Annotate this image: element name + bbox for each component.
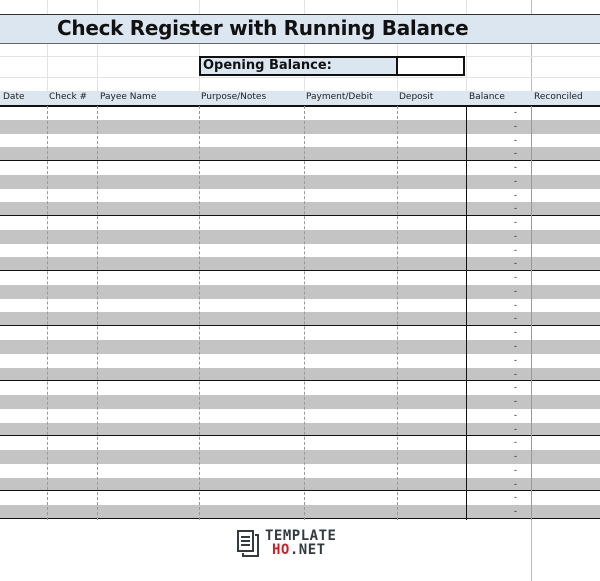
table-row[interactable] (0, 230, 600, 244)
table-row[interactable] (0, 216, 600, 230)
balance-cell: - (514, 272, 517, 283)
balance-cell: - (514, 354, 517, 365)
table-row[interactable] (0, 202, 600, 216)
balance-cell: - (514, 464, 517, 475)
balance-cell: - (514, 203, 517, 214)
templatehq-logo (237, 528, 357, 560)
table-row[interactable] (0, 326, 600, 340)
balance-cell: - (514, 327, 517, 338)
column-header-check-number: Check # (49, 92, 88, 102)
table-row[interactable] (0, 491, 600, 505)
balance-cell: - (514, 423, 517, 434)
balance-cell: - (514, 244, 517, 255)
column-header-payment: Payment/Debit (306, 92, 373, 102)
logo-text-domain (272, 542, 326, 558)
table-row[interactable] (0, 271, 600, 285)
table-row[interactable] (0, 381, 600, 395)
column-header-reconciled: Reconciled (534, 92, 583, 102)
column-divider (531, 106, 532, 520)
column-header-date: Date (3, 92, 25, 102)
table-row[interactable] (0, 257, 600, 271)
balance-cell: - (514, 451, 517, 462)
column-divider (47, 106, 48, 520)
balance-cell: - (514, 120, 517, 131)
balance-cell: - (514, 148, 517, 159)
balance-cell: - (514, 382, 517, 393)
table-row[interactable] (0, 189, 600, 203)
table-row[interactable] (0, 505, 600, 519)
table-row[interactable] (0, 368, 600, 382)
column-divider (97, 106, 98, 520)
table-row[interactable] (0, 464, 600, 478)
table-row[interactable] (0, 409, 600, 423)
opening-balance-box (199, 56, 465, 76)
balance-cell: - (514, 492, 517, 503)
balance-cell: - (514, 230, 517, 241)
column-divider (466, 106, 467, 520)
balance-cell: - (514, 299, 517, 310)
balance-cell: - (514, 162, 517, 173)
table-row[interactable] (0, 134, 600, 148)
table-row[interactable] (0, 147, 600, 161)
balance-cell: - (514, 437, 517, 448)
balance-cell: - (514, 409, 517, 420)
table-row[interactable] (0, 478, 600, 492)
opening-balance-input[interactable] (398, 58, 463, 74)
table-row[interactable] (0, 175, 600, 189)
balance-cell: - (514, 134, 517, 145)
table-row[interactable] (0, 395, 600, 409)
table-row[interactable] (0, 354, 600, 368)
logo-text-net: .NET (289, 542, 326, 558)
column-header-balance: Balance (469, 92, 505, 102)
column-header-payee: Payee Name (100, 92, 157, 102)
balance-cell: - (514, 506, 517, 517)
table-row[interactable] (0, 120, 600, 134)
logo-text-ho: HO (272, 542, 290, 558)
column-divider (199, 106, 200, 520)
document-icon (237, 530, 261, 558)
balance-cell: - (514, 368, 517, 379)
balance-cell: - (514, 285, 517, 296)
table-row[interactable] (0, 340, 600, 354)
balance-cell: - (514, 313, 517, 324)
table-row[interactable] (0, 436, 600, 450)
table-row[interactable] (0, 299, 600, 313)
balance-cell: - (514, 396, 517, 407)
gridline (0, 77, 600, 78)
opening-balance-label: Opening Balance: (201, 58, 398, 74)
column-divider (397, 106, 398, 520)
table-row[interactable] (0, 450, 600, 464)
column-divider (304, 106, 305, 520)
table-row[interactable] (0, 244, 600, 258)
table-row[interactable] (0, 106, 600, 120)
balance-cell: - (514, 189, 517, 200)
logo-text-template: TEMPLATE (265, 528, 337, 544)
column-header-row (0, 91, 600, 107)
table-row[interactable] (0, 312, 600, 326)
column-header-deposit: Deposit (399, 92, 434, 102)
balance-cell: - (514, 107, 517, 117)
table-row[interactable] (0, 161, 600, 175)
column-header-purpose: Purpose/Notes (201, 92, 267, 102)
balance-cell: - (514, 217, 517, 228)
balance-cell: - (514, 258, 517, 269)
balance-cell: - (514, 175, 517, 186)
table-row[interactable] (0, 285, 600, 299)
register-table (0, 106, 600, 519)
table-row[interactable] (0, 423, 600, 437)
balance-cell: - (514, 478, 517, 489)
balance-cell: - (514, 341, 517, 352)
page-title: Check Register with Running Balance (57, 16, 469, 40)
